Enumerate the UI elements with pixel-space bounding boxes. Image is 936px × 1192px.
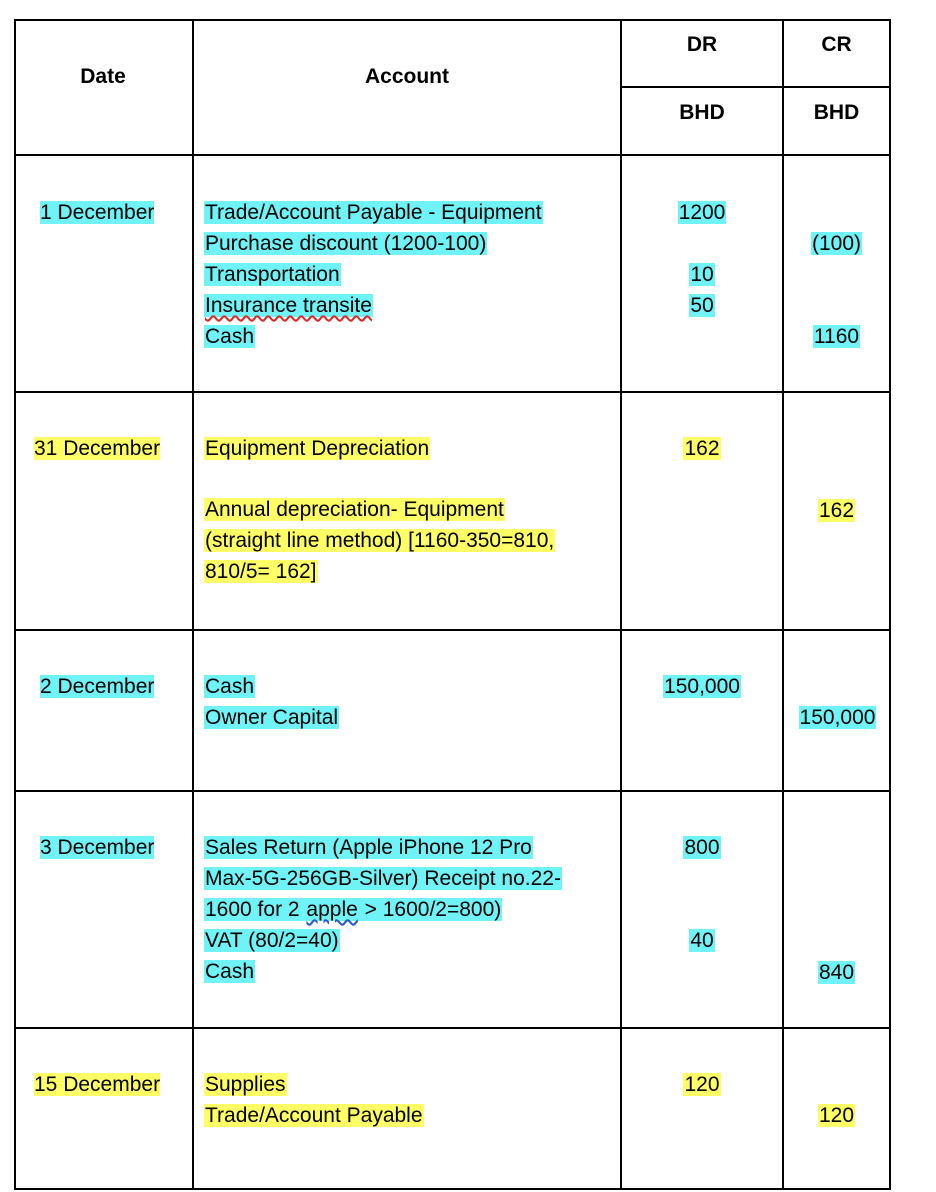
dr-amount: 50: [690, 294, 714, 317]
row-divider-4: [14, 1027, 891, 1029]
entry-accounts: [204, 671, 339, 733]
entry-date: 2 December: [40, 675, 155, 698]
header-subdivider: [620, 86, 891, 88]
cr-amount: 120: [818, 1104, 855, 1127]
account-line: Insurance transite: [205, 294, 372, 317]
cr-amount: 162: [818, 499, 855, 522]
account-line: Annual depreciation- Equipment: [205, 498, 504, 521]
account-line: VAT (80/2=40): [205, 929, 339, 952]
table-border-top: [14, 19, 891, 21]
table-border-bottom: [14, 1188, 891, 1190]
dr-amount: 40: [690, 929, 714, 952]
account-line: Max-5G-256GB-Silver) Receipt no.22-: [205, 867, 561, 890]
column-divider-date: [192, 19, 194, 1190]
cr-amount: 1160: [813, 325, 860, 348]
account-line: Trade/Account Payable: [205, 1104, 423, 1127]
header-cr: CR: [821, 33, 852, 56]
account-line: 1600 for 2 apple > 1600/2=800): [205, 898, 502, 921]
dr-amount: 120: [684, 1073, 720, 1096]
account-line: Equipment Depreciation: [205, 437, 430, 460]
dr-amount: 150,000: [664, 675, 740, 698]
cr-amount: 840: [818, 961, 855, 984]
account-line: Supplies: [205, 1073, 286, 1096]
entry-date: 31 December: [34, 437, 161, 460]
dr-amount: 10: [690, 263, 714, 286]
cr-amount: 150,000: [799, 706, 876, 729]
header-bottom-line: [14, 154, 891, 156]
row-divider-2: [14, 629, 891, 631]
account-line: Owner Capital: [205, 706, 339, 729]
entry-date: 3 December: [40, 836, 155, 859]
entry-accounts: [204, 832, 562, 987]
header-account: Account: [365, 65, 449, 88]
header-date: Date: [80, 65, 126, 88]
header-cr-currency: BHD: [813, 101, 860, 124]
account-line: Purchase discount (1200-100): [205, 232, 487, 255]
entry-accounts: [204, 1069, 424, 1131]
account-line: Cash: [205, 325, 255, 348]
entry-date: 15 December: [34, 1073, 161, 1096]
dr-amount: 162: [684, 437, 720, 460]
account-line: Cash: [205, 960, 255, 983]
dr-amount: 1200: [678, 201, 726, 224]
spellcheck-mark: apple: [306, 898, 358, 921]
table-border-right: [889, 19, 891, 1190]
dr-amount: 800: [684, 836, 720, 859]
entry-accounts: [204, 197, 543, 352]
journal-table: [14, 19, 891, 1190]
table-border-left: [14, 19, 16, 1190]
row-divider-3: [14, 790, 891, 792]
account-line: Transportation: [205, 263, 340, 286]
account-line: (straight line method) [1160-350=810,: [205, 529, 555, 552]
row-divider-1: [14, 391, 891, 393]
header-dr: DR: [686, 33, 718, 56]
account-line: Cash: [205, 675, 255, 698]
entry-accounts: [204, 494, 555, 587]
column-divider-dr: [782, 19, 784, 1190]
entry-accounts: [204, 433, 430, 464]
account-line: 810/5= 162]: [205, 560, 317, 583]
entry-date: 1 December: [40, 201, 155, 224]
header-dr-currency: BHD: [679, 101, 725, 124]
account-line: Sales Return (Apple iPhone 12 Pro: [205, 836, 532, 859]
account-line: Trade/Account Payable - Equipment: [205, 201, 542, 224]
cr-amount: (100): [811, 232, 862, 255]
column-divider-account: [620, 19, 622, 1190]
